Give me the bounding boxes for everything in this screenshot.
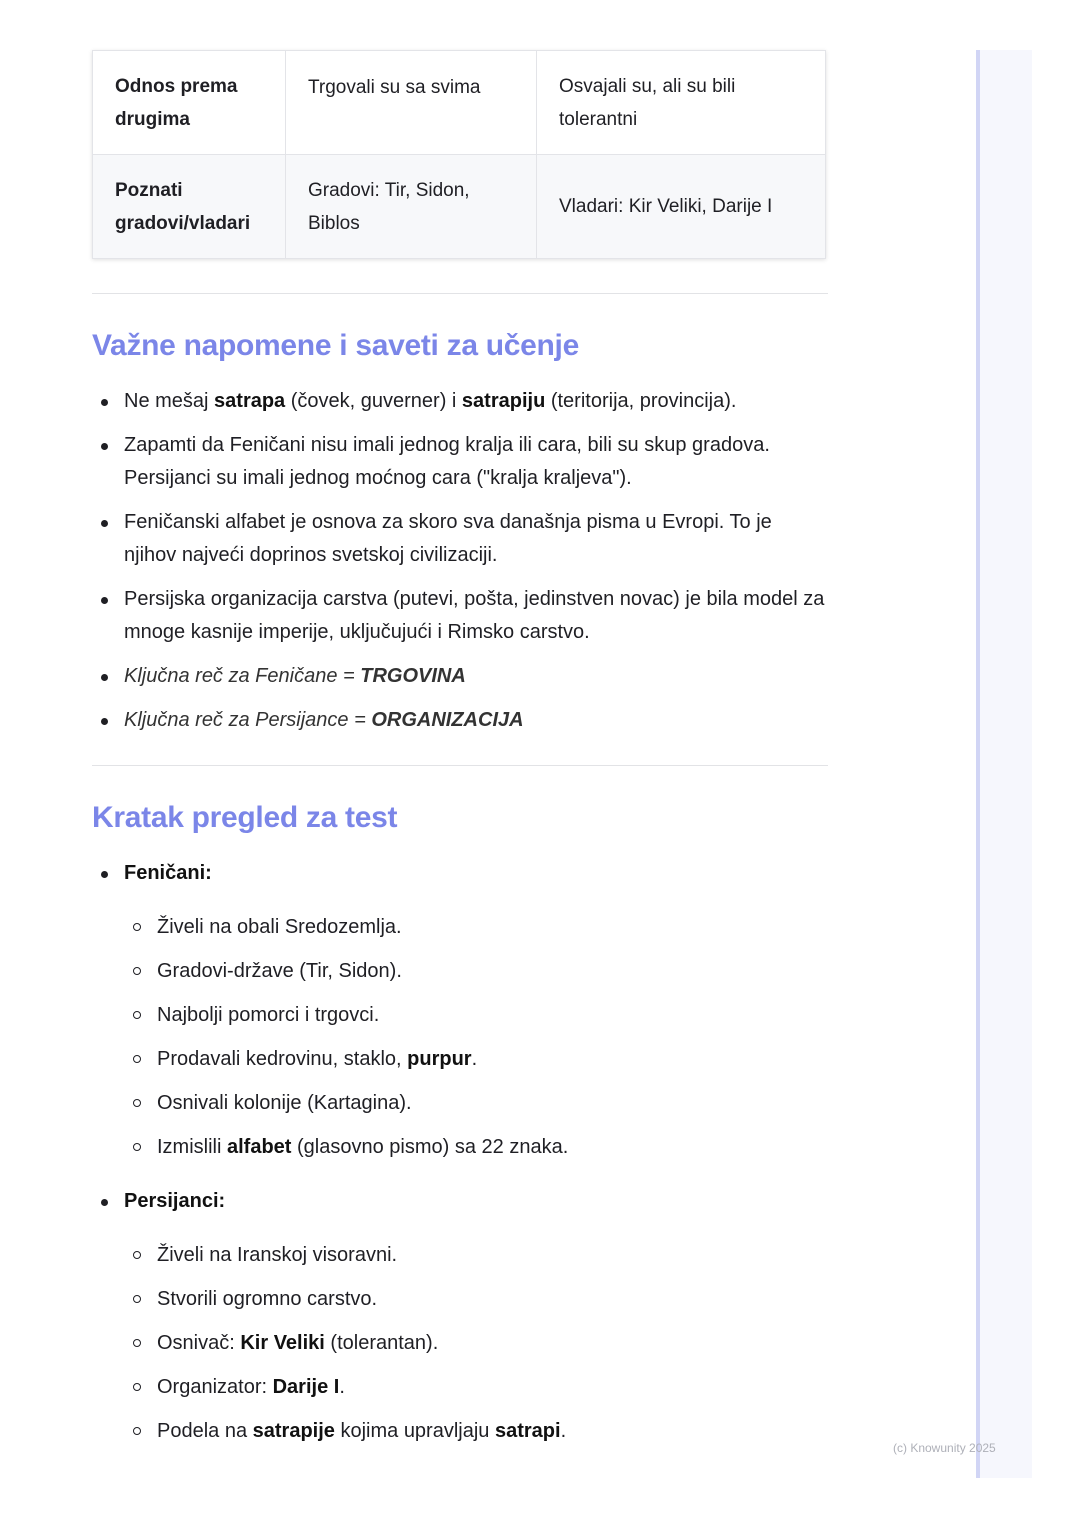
sidebar-accent-bar — [976, 50, 980, 1478]
review-heading: Kratak pregled za test — [92, 801, 398, 834]
list-item: Najbolji pomorci i trgovci. — [124, 999, 828, 1032]
list-item: Živeli na obali Sredozemlja. — [124, 911, 828, 944]
group-title: Feničani: — [124, 862, 212, 884]
list-item: Stvorili ogromno carstvo. — [124, 1283, 828, 1316]
list-item: Ne mešaj satrapa (čovek, guverner) i satrapiju (teritorija, provincija). — [92, 385, 828, 418]
list-item: Osnivač: Kir Veliki (tolerantan). — [124, 1327, 828, 1360]
table-cell-fenicani: Gradovi: Tir, Sidon, Biblos — [286, 155, 537, 259]
list-item: Podela na satrapije kojima upravljaju satrapi. — [124, 1415, 828, 1448]
divider — [92, 765, 828, 766]
notes-list — [92, 385, 828, 737]
row-label: Odnos prema drugima — [93, 51, 286, 155]
table-row — [93, 155, 826, 259]
list-item: Persijska organizacija carstva (putevi, pošta, jedinstven novac) je bila model za mnoge kasnije imperije, uključujući i Rimsko carstvo. — [92, 583, 828, 649]
table-cell-persijanci: Vladari: Kir Veliki, Darije I — [537, 155, 826, 259]
list-item — [92, 857, 828, 1164]
sub-list — [92, 911, 828, 1164]
comparison-table — [92, 50, 826, 259]
sub-list — [92, 1239, 828, 1448]
list-item: Ključna reč za Persijance = ORGANIZACIJA — [92, 704, 828, 737]
copyright-text: (c) Knowunity 2025 — [893, 1441, 996, 1455]
list-item: Organizator: Darije I. — [124, 1371, 828, 1404]
list-item: Zapamti da Feničani nisu imali jednog kralja ili cara, bili su skup gradova. Persijanci su imali jednog moćnog cara ("kralja kraljeva"). — [92, 429, 828, 495]
notes-heading: Važne napomene i saveti za učenje — [92, 329, 579, 362]
list-item: Izmislili alfabet (glasovno pismo) sa 22 znaka. — [124, 1131, 828, 1164]
list-item: Osnivali kolonije (Kartagina). — [124, 1087, 828, 1120]
row-label: Poznati gradovi/vladari — [93, 155, 286, 259]
table-cell-persijanci: Osvajali su, ali su bili tolerantni — [537, 51, 826, 155]
list-item: Prodavali kedrovinu, staklo, purpur. — [124, 1043, 828, 1076]
page-sidebar — [976, 50, 1032, 1478]
list-item: Ključna reč za Feničane = TRGOVINA — [92, 660, 828, 693]
divider — [92, 293, 828, 294]
review-list — [92, 857, 828, 1448]
table-row — [93, 51, 826, 155]
table-cell-fenicani: Trgovali su sa svima — [286, 51, 537, 155]
list-item — [92, 1185, 828, 1448]
list-item: Feničanski alfabet je osnova za skoro sva današnja pisma u Evropi. To je njihov najveći doprinos svetskoj civilizaciji. — [92, 506, 828, 572]
list-item: Gradovi-države (Tir, Sidon). — [124, 955, 828, 988]
list-item: Živeli na Iranskoj visoravni. — [124, 1239, 828, 1272]
group-title: Persijanci: — [124, 1190, 226, 1212]
